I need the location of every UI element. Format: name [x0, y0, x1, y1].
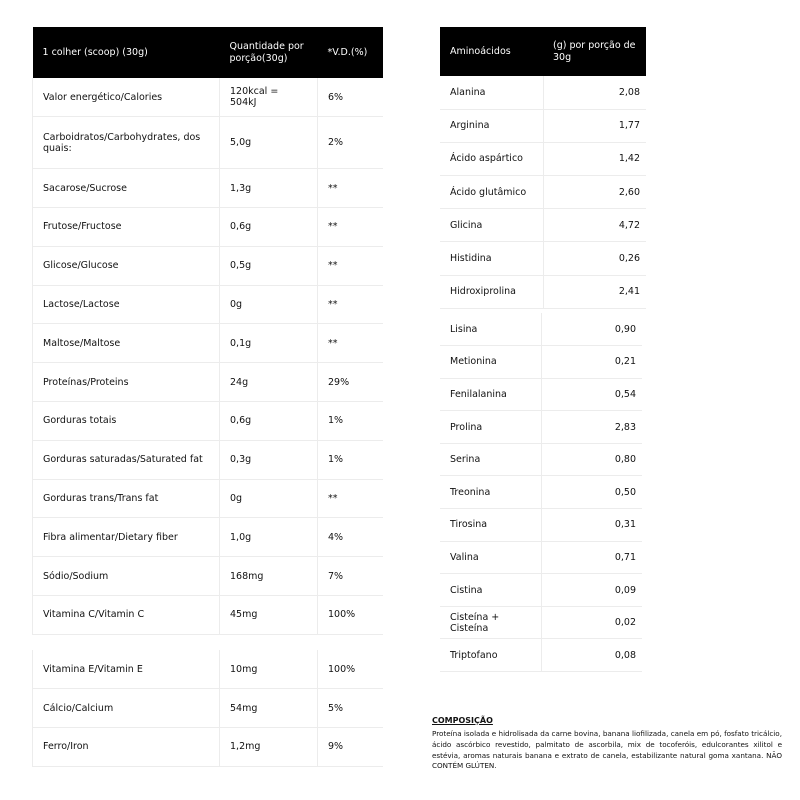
nutrient-quantity: 24g	[220, 363, 318, 402]
nutrient-quantity: 10mg	[220, 650, 318, 689]
nutrient-quantity: 0g	[220, 479, 318, 518]
nutrient-name: Gorduras saturadas/Saturated fat	[33, 440, 220, 479]
amino-amount: 2,08	[543, 76, 646, 109]
amino-name: Glicina	[440, 209, 543, 242]
amino-header-row	[440, 27, 646, 76]
amino-name: Fenilalanina	[440, 378, 541, 411]
nutrient-quantity: 5,0g	[220, 117, 318, 169]
nutrient-dv: 100%	[318, 596, 383, 635]
amino-name: Triptofano	[440, 639, 541, 672]
nutrient-quantity: 168mg	[220, 557, 318, 596]
amino-row	[440, 109, 646, 142]
nutrient-dv: 9%	[318, 727, 383, 766]
amino-name: Cistina	[440, 574, 541, 607]
nutrient-name: Fibra alimentar/Dietary fiber	[33, 518, 220, 557]
amino-row	[440, 411, 642, 444]
nutrient-name: Valor energético/Calories	[33, 78, 220, 117]
nutrition-row	[33, 208, 383, 247]
nutrient-name: Maltose/Maltose	[33, 324, 220, 363]
amino-amount: 4,72	[543, 209, 646, 242]
nutrition-row	[33, 117, 383, 169]
amino-amount: 2,60	[543, 176, 646, 209]
nutrient-quantity: 0,3g	[220, 440, 318, 479]
amino-amount: 0,50	[541, 476, 642, 509]
nutrient-quantity: 1,0g	[220, 518, 318, 557]
amino-acid-table	[440, 27, 646, 309]
nutrition-row	[33, 689, 383, 728]
nutrient-dv: **	[318, 285, 383, 324]
amino-row	[440, 76, 646, 109]
amino-row	[440, 606, 642, 639]
amino-name: Arginina	[440, 109, 543, 142]
amino-header-name: Aminoácidos	[440, 27, 543, 76]
nutrition-row	[33, 557, 383, 596]
nutrition-row	[33, 440, 383, 479]
amino-amount: 0,71	[541, 541, 642, 574]
amino-row	[440, 639, 642, 672]
amino-amount: 0,08	[541, 639, 642, 672]
nutrient-dv: **	[318, 246, 383, 285]
amino-row	[440, 509, 642, 542]
nutrition-row	[33, 650, 383, 689]
nutrient-dv: 7%	[318, 557, 383, 596]
amino-amount: 0,80	[541, 443, 642, 476]
nutrition-table	[32, 27, 383, 635]
amino-name: Alanina	[440, 76, 543, 109]
nutrient-dv: 4%	[318, 518, 383, 557]
amino-row	[440, 476, 642, 509]
amino-row	[440, 176, 646, 209]
nutrient-dv: 2%	[318, 117, 383, 169]
nutrient-dv: **	[318, 479, 383, 518]
amino-name: Hidroxiprolina	[440, 275, 543, 308]
nutrient-dv: **	[318, 324, 383, 363]
nutrient-dv: 5%	[318, 689, 383, 728]
amino-amount: 0,54	[541, 378, 642, 411]
amino-row	[440, 541, 642, 574]
nutrition-row	[33, 246, 383, 285]
amino-row	[440, 209, 646, 242]
nutrition-row	[33, 596, 383, 635]
nutrition-header-quantity: Quantidade por porção(30g)	[220, 27, 318, 78]
nutrient-name: Vitamina C/Vitamin C	[33, 596, 220, 635]
nutrient-quantity: 0,6g	[220, 208, 318, 247]
amino-amount: 2,41	[543, 275, 646, 308]
amino-name: Ácido glutâmico	[440, 176, 543, 209]
nutrient-dv: 1%	[318, 402, 383, 441]
nutrient-name: Sacarose/Sucrose	[33, 169, 220, 208]
nutrient-name: Vitamina E/Vitamin E	[33, 650, 220, 689]
amino-row	[440, 142, 646, 175]
nutrient-quantity: 45mg	[220, 596, 318, 635]
composition-text: Proteína isolada e hidrolisada da carne bovina, banana liofilizada, canela em pó, fosfato tricálcio, ácido ascórbico revestido, palmitato de ascorbila, mix de tocoferóis, edulcorantes xilitol e estévia, aromas naturais banana e extrato de canela, estabilizante natural goma xantana. NÃO CONTÉM GLÚTEN.	[432, 729, 782, 771]
nutrient-name: Ferro/Iron	[33, 727, 220, 766]
nutrition-row	[33, 324, 383, 363]
nutrient-name: Carboidratos/Carbohydrates, dos quais:	[33, 117, 220, 169]
nutrient-quantity: 1,3g	[220, 169, 318, 208]
nutrition-row	[33, 479, 383, 518]
nutrition-row	[33, 285, 383, 324]
amino-name: Metionina	[440, 346, 541, 379]
nutrient-name: Proteínas/Proteins	[33, 363, 220, 402]
amino-amount: 1,77	[543, 109, 646, 142]
nutrient-quantity: 0g	[220, 285, 318, 324]
composition-title: COMPOSIÇÃO	[432, 716, 493, 725]
nutrient-name: Lactose/Lactose	[33, 285, 220, 324]
nutrient-dv: 100%	[318, 650, 383, 689]
nutrition-row	[33, 402, 383, 441]
nutrition-header-dv: *V.D.(%)	[318, 27, 383, 78]
amino-row	[440, 574, 642, 607]
nutrient-dv: 6%	[318, 78, 383, 117]
nutrient-quantity: 1,2mg	[220, 727, 318, 766]
amino-row	[440, 346, 642, 379]
nutrient-quantity: 0,6g	[220, 402, 318, 441]
amino-name: Serina	[440, 443, 541, 476]
nutrition-table-continued	[32, 650, 383, 767]
amino-row	[440, 443, 642, 476]
nutrition-row	[33, 363, 383, 402]
amino-name: Ácido aspártico	[440, 142, 543, 175]
nutrition-row	[33, 518, 383, 557]
amino-row	[440, 275, 646, 308]
amino-amount: 0,21	[541, 346, 642, 379]
amino-amount: 1,42	[543, 142, 646, 175]
amino-name: Prolina	[440, 411, 541, 444]
amino-acid-table-continued	[440, 313, 642, 672]
nutrition-header-portion: 1 colher (scoop) (30g)	[33, 27, 220, 78]
amino-name: Tirosina	[440, 509, 541, 542]
nutrient-name: Gorduras trans/Trans fat	[33, 479, 220, 518]
nutrient-quantity: 54mg	[220, 689, 318, 728]
amino-amount: 2,83	[541, 411, 642, 444]
nutrient-quantity: 0,5g	[220, 246, 318, 285]
amino-amount: 0,31	[541, 509, 642, 542]
amino-row	[440, 378, 642, 411]
nutrition-row	[33, 169, 383, 208]
nutrient-dv: **	[318, 169, 383, 208]
nutrient-dv: **	[318, 208, 383, 247]
amino-row	[440, 313, 642, 346]
amino-name: Cisteína + Cisteína	[440, 606, 541, 639]
amino-name: Histidina	[440, 242, 543, 275]
amino-amount: 0,02	[541, 606, 642, 639]
amino-name: Lisina	[440, 313, 541, 346]
nutrient-quantity: 0,1g	[220, 324, 318, 363]
nutrient-name: Gorduras totais	[33, 402, 220, 441]
nutrition-row	[33, 727, 383, 766]
nutrient-name: Frutose/Fructose	[33, 208, 220, 247]
nutrient-name: Cálcio/Calcium	[33, 689, 220, 728]
amino-amount: 0,26	[543, 242, 646, 275]
nutrient-quantity: 120kcal = 504kJ	[220, 78, 318, 117]
amino-name: Valina	[440, 541, 541, 574]
amino-amount: 0,09	[541, 574, 642, 607]
nutrient-name: Glicose/Glucose	[33, 246, 220, 285]
amino-name: Treonina	[440, 476, 541, 509]
composition-section	[432, 716, 782, 772]
amino-amount: 0,90	[541, 313, 642, 346]
amino-row	[440, 242, 646, 275]
nutrient-dv: 29%	[318, 363, 383, 402]
amino-header-amount: (g) por porção de 30g	[543, 27, 646, 76]
nutrient-dv: 1%	[318, 440, 383, 479]
nutrition-header-row	[33, 27, 383, 78]
nutrition-row	[33, 78, 383, 117]
nutrient-name: Sódio/Sodium	[33, 557, 220, 596]
